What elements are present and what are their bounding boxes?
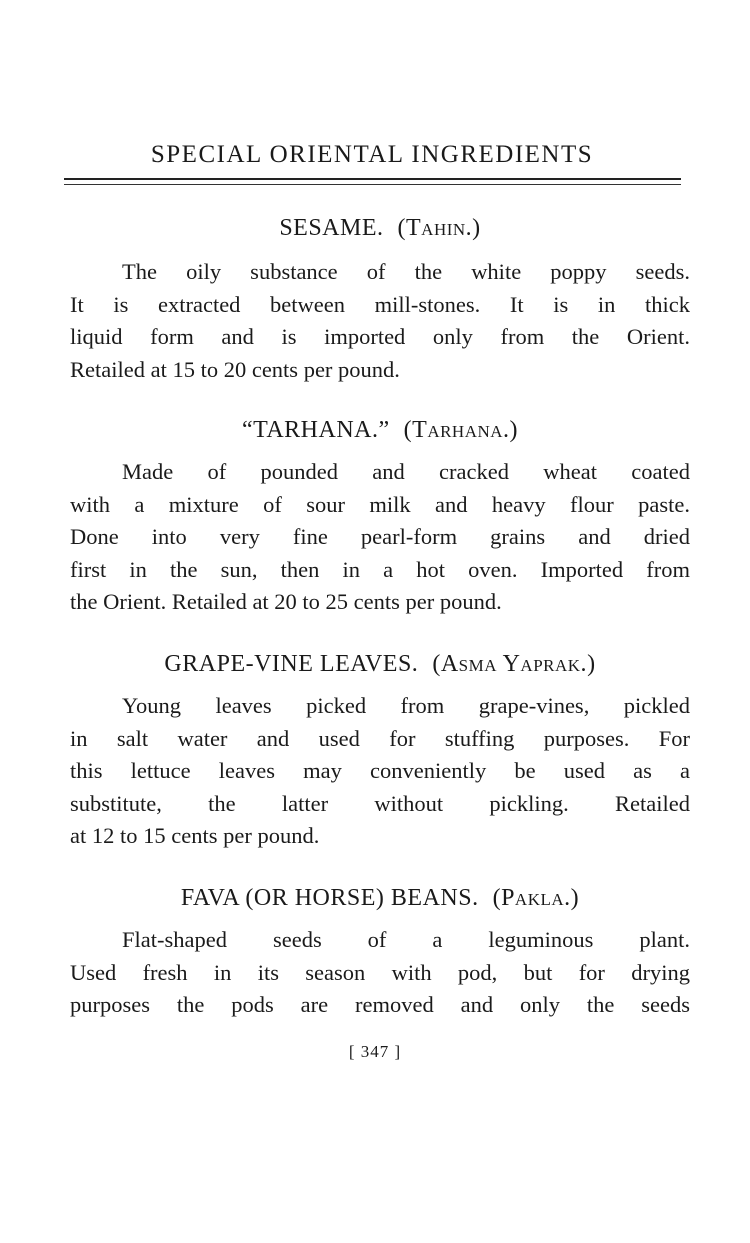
entry-alt-name: (Tarhana.)	[403, 417, 519, 443]
entry-heading	[70, 414, 690, 446]
entry-sesame	[70, 212, 690, 386]
body-line: first in the sun, then in a hot oven. Imported from	[70, 556, 690, 582]
entry-heading	[70, 882, 690, 914]
entry-name: FAVA (OR HORSE) BEANS.	[180, 885, 479, 911]
body-line: purposes the pods are removed and only the seeds	[70, 992, 690, 1017]
body-line: at 12 to 15 cents per pound.	[70, 823, 320, 848]
entry-tarhana	[70, 414, 690, 619]
entry-grape-vine-leaves	[70, 648, 690, 853]
entry-alt-name: (Asma Yaprak.)	[432, 651, 596, 677]
body-line: The oily substance of the white poppy seeds.	[122, 259, 690, 284]
header-rule-thin	[64, 184, 681, 185]
entry-fava-beans	[70, 882, 690, 1022]
entry-heading	[70, 648, 690, 680]
body-line: Used fresh in its season with pod, but for drying	[70, 959, 690, 985]
header-rule-thick	[64, 178, 681, 180]
body-line: liquid form and is imported only from the Orient.	[70, 324, 690, 349]
entry-name: “TARHANA.”	[241, 417, 390, 443]
page-number: [ 347 ]	[348, 1042, 402, 1061]
entry-heading	[70, 212, 690, 244]
running-head: SPECIAL ORIENTAL INGREDIENTS	[150, 141, 594, 168]
body-line: with a mixture of sour milk and heavy flour paste.	[70, 491, 690, 517]
entry-alt-name: (Tahin.)	[397, 215, 481, 241]
body-line: Retailed at 15 to 20 cents per pound.	[70, 356, 400, 382]
body-line: this lettuce leaves may conveniently be used as a	[70, 758, 690, 783]
body-line: Done into very fine pearl-form grains and dried	[70, 524, 690, 549]
body-line: in salt water and used for stuffing purposes. For	[70, 725, 690, 751]
body-line: Made of pounded and cracked wheat coated	[122, 459, 690, 484]
body-line: Flat-shaped seeds of a leguminous plant.	[122, 927, 690, 952]
body-line: the Orient. Retailed at 20 to 25 cents per pound.	[70, 589, 502, 614]
body-line: Young leaves picked from grape-vines, pickled	[122, 693, 690, 718]
body-line: It is extracted between mill-stones. It is in thick	[70, 291, 690, 317]
entry-alt-name: (Pakla.)	[492, 885, 580, 911]
entry-name: GRAPE-VINE LEAVES.	[164, 651, 419, 677]
body-line: substitute, the latter without pickling. Retailed	[70, 790, 690, 816]
entry-name: SESAME.	[279, 215, 384, 241]
